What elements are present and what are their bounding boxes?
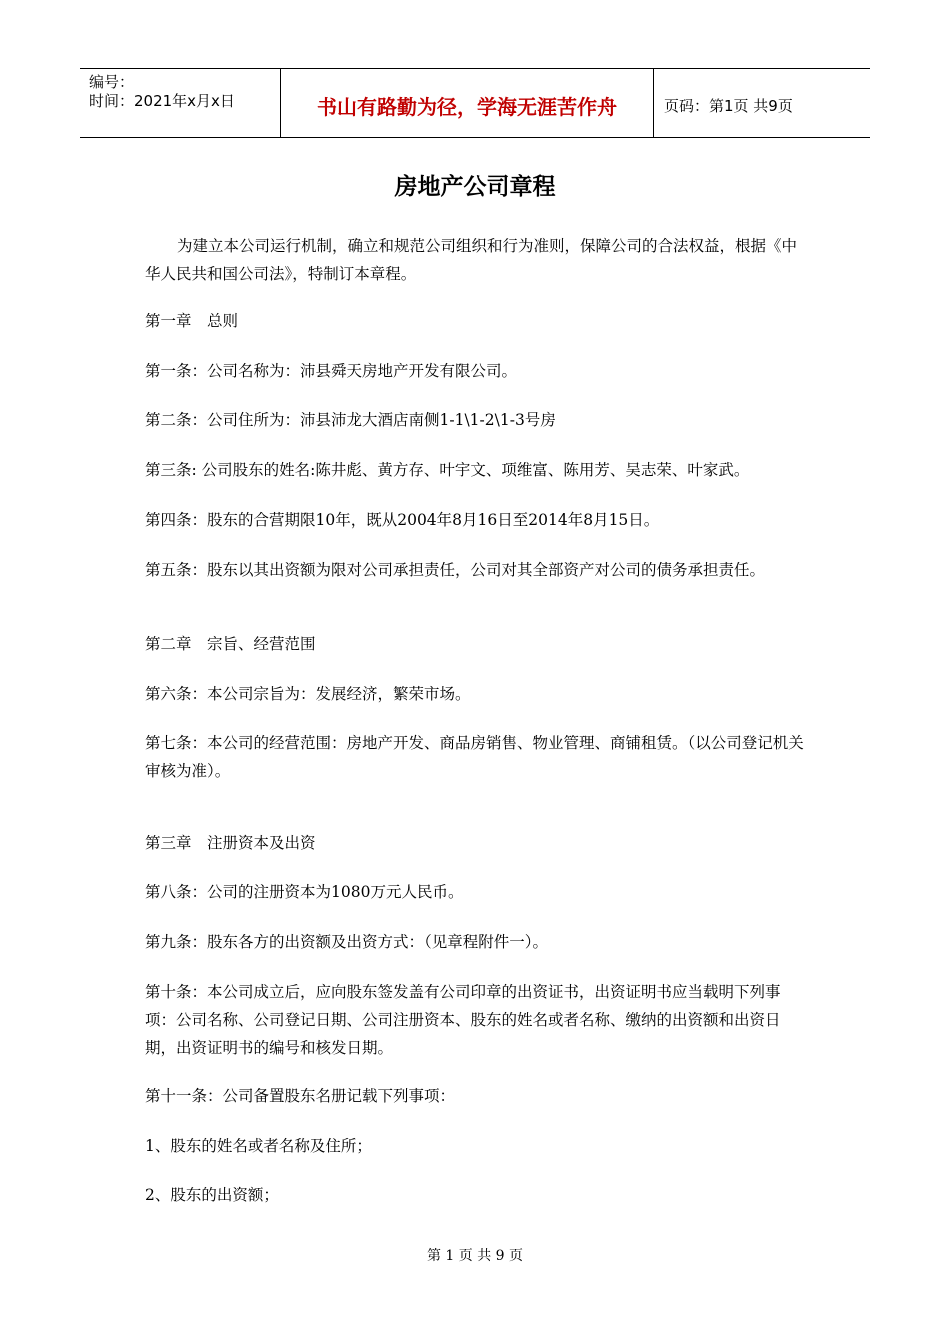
chapter-heading: 第三章 注册资本及出资 bbox=[145, 834, 316, 852]
header-page-info: 页码：第1页 共9页 bbox=[664, 96, 793, 115]
article-paragraph: 第一条：公司名称为：沛县舜天房地产开发有限公司。 bbox=[145, 362, 518, 380]
header-meta bbox=[80, 69, 281, 137]
article-paragraph: 第六条：本公司宗旨为：发展经济，繁荣市场。 bbox=[145, 685, 471, 703]
page-footer: 第 1 页 共 9 页 bbox=[426, 1248, 524, 1264]
chapter-heading: 第一章 总则 bbox=[145, 312, 239, 330]
article-paragraph: 第五条：股东以其出资额为限对公司承担责任，公司对其全部资产对公司的债务承担责任。 bbox=[145, 561, 766, 579]
article-paragraph: 第二条：公司住所为：沛县沛龙大酒店南侧1-1\1-2\1-3号房 bbox=[145, 411, 556, 429]
list-item: 1、股东的姓名或者名称及住所； bbox=[145, 1137, 372, 1155]
intro-paragraph: 为建立本公司运行机制，确立和规范公司组织和行为准则，保障公司的合法权益，根据《中华人民共和国公司法》，特制订本章程。 bbox=[145, 237, 798, 283]
document-title: 房地产公司章程 bbox=[394, 174, 556, 200]
article-paragraph: 第四条：股东的合营期限10年，既从2004年8月16日至2014年8月15日。 bbox=[145, 511, 660, 529]
article-paragraph: 第三条: 公司股东的姓名:陈井彪、黄方存、叶宇文、项维富、陈用芳、吴志荣、叶家武。 bbox=[145, 461, 750, 479]
document-number: 编号： bbox=[89, 73, 135, 91]
header-motto: 书山有路勤为径，学海无涯苦作舟 bbox=[281, 69, 654, 137]
list-item: 2、股东的出资额； bbox=[145, 1186, 279, 1204]
article-paragraph: 第十一条：公司备置股东名册记载下列事项： bbox=[145, 1087, 456, 1105]
article-paragraph: 第十条：本公司成立后，应向股东签发盖有公司印章的出资证书，出资证明书应当载明下列事项：公司名称、公司登记日期、公司注册资本、股东的姓名或者名称、缴纳的出资额和出资日期，出资证明书的编号和核发日期。 bbox=[145, 983, 781, 1057]
article-paragraph: 第九条：股东各方的出资额及出资方式：（见章程附件一）。 bbox=[145, 933, 549, 951]
article-paragraph: 第八条：公司的注册资本为1080万元人民币。 bbox=[145, 883, 464, 901]
chapter-heading: 第二章 宗旨、经营范围 bbox=[145, 635, 316, 653]
document-time: 时间：2021年x月x日 bbox=[89, 92, 235, 110]
article-paragraph: 第七条：本公司的经营范围：房地产开发、商品房销售、物业管理、商铺租赁。（以公司登记机关审核为准）。 bbox=[145, 734, 804, 780]
page-header bbox=[80, 68, 870, 138]
